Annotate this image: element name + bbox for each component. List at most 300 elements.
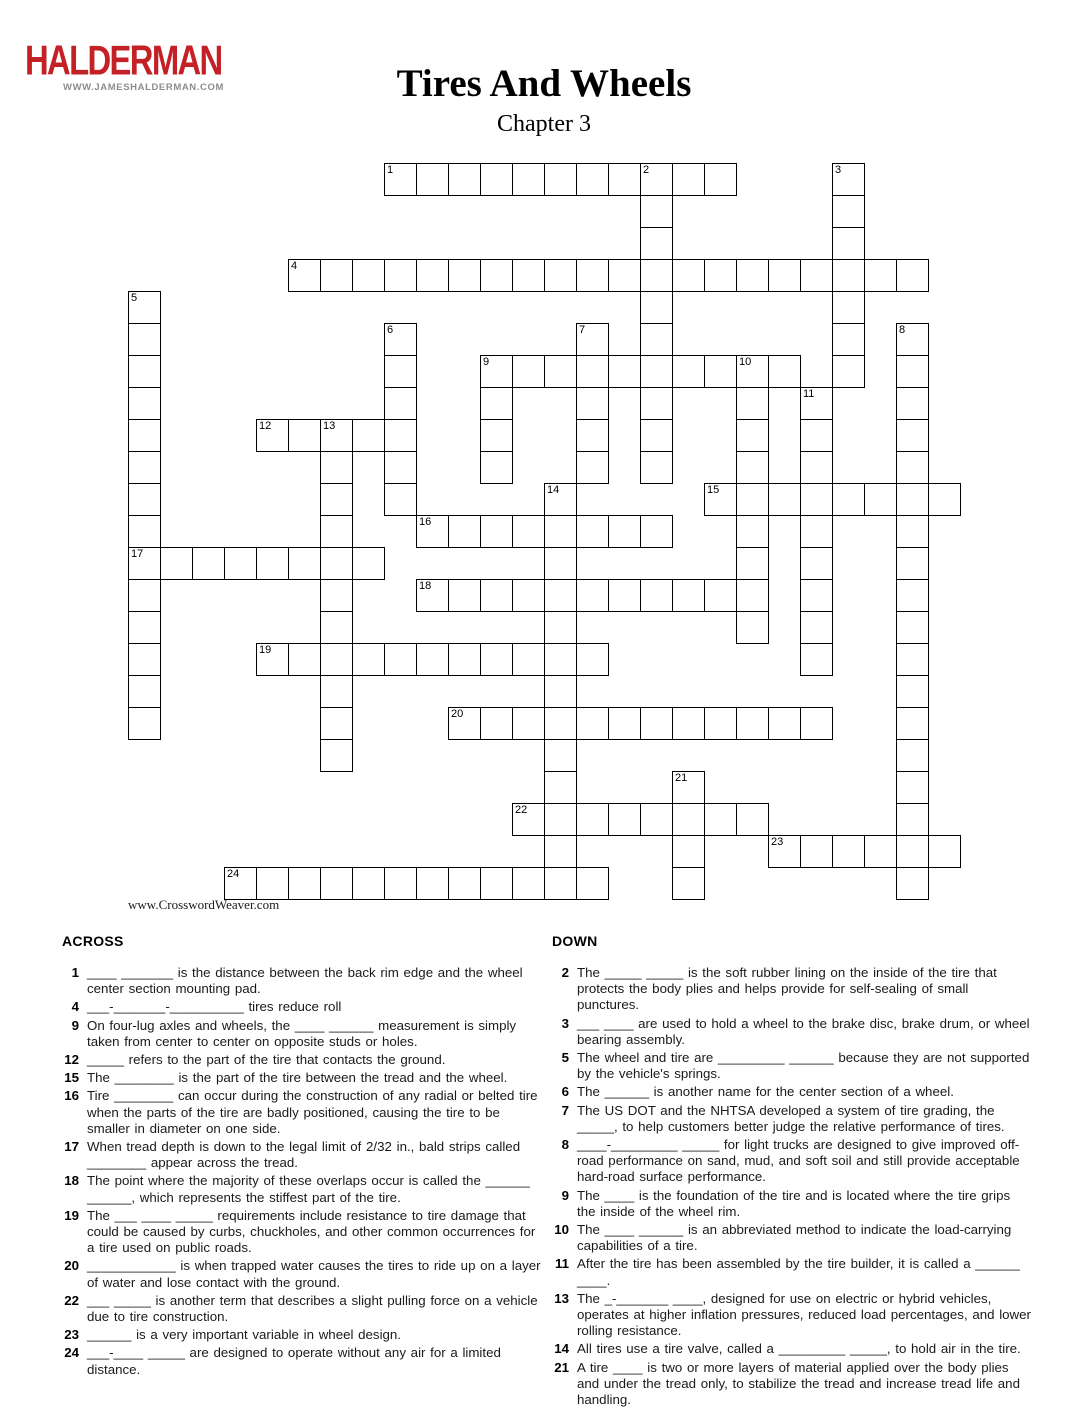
grid-cell [256,547,289,580]
grid-cell [544,515,577,548]
grid-cell [640,451,673,484]
clue-row [552,1103,1032,1135]
grid-cell [416,163,449,196]
grid-cell [608,515,641,548]
grid-cell [480,259,513,292]
grid-cell-number: 17 [131,548,144,560]
grid-cell [864,835,897,868]
grid-cell [384,419,417,452]
grid-cell [320,867,353,900]
grid-cell-number: 8 [899,324,906,336]
grid-cell [384,163,417,196]
grid-cell [480,867,513,900]
grid-cell [544,771,577,804]
grid-cell [800,643,833,676]
grid-cell [320,515,353,548]
grid-cell [704,483,737,516]
clue-row [552,1050,1032,1082]
clue-row [552,1016,1032,1048]
clue-number: 12 [64,1052,79,1068]
grid-cell [128,291,161,324]
grid-cell-number: 18 [419,580,432,592]
grid-cell [128,547,161,580]
grid-cell [608,803,641,836]
grid-cell [320,483,353,516]
grid-cell [480,707,513,740]
grid-cell [128,515,161,548]
grid-cell [768,355,801,388]
credit-link: www.CrosswordWeaver.com [128,897,280,912]
grid-cell [704,355,737,388]
grid-cell [672,867,705,900]
clue-text: Tire ________ can occur during the construction of any radial or belted tire when the parts of the tire are badly positioned, causing the tire to be smaller in diameter on one side. [87,1088,538,1136]
grid-cell-number: 5 [131,292,138,304]
grid-cell [896,323,929,356]
grid-cell [928,835,961,868]
grid-cell-number: 7 [579,324,586,336]
clue-number: 18 [64,1173,79,1189]
grid-cell [832,483,865,516]
grid-cell [480,355,513,388]
grid-cell [800,515,833,548]
grid-cell [576,259,609,292]
grid-cell [480,643,513,676]
grid-cell [736,451,769,484]
grid-cell [352,419,385,452]
grid-cell [544,739,577,772]
clue-row [552,1360,1032,1408]
clue-text: The ____ ______ is an abbreviated method to indicate the load-carrying capabilities of a tire. [577,1222,1012,1254]
grid-cell [288,547,321,580]
grid-cell [320,579,353,612]
grid-cell [864,259,897,292]
clue-row [62,1208,542,1257]
grid-cell-number: 19 [259,644,272,656]
grid-cell [480,163,513,196]
grid-cell-number: 4 [291,260,298,272]
grid-cell [832,163,865,196]
grid-cell [384,451,417,484]
clue-row [62,1088,542,1137]
clue-row [552,1084,1032,1100]
grid-cell [448,867,481,900]
clue-text: ___ ____ are used to hold a wheel to the brake disc, brake drum, or wheel bearing assembly. [577,1015,1030,1047]
grid-cell [512,515,545,548]
clue-text: ____ _______ is the distance between the back rim edge and the wheel center section mounting pad. [87,965,523,997]
grid-cell [896,579,929,612]
grid-cell [576,323,609,356]
grid-cell [160,547,193,580]
grid-cell [320,739,353,772]
grid-cell [576,355,609,388]
clue-text: After the tire has been assembled by the tire builder, it is called a ______ ____. [577,1256,1020,1288]
clue-text: ____-_________ _____ for light trucks are designed to give improved off-road performance on sand, mud, and soft soil and still provide acceptable hard-road surface performance. [577,1137,1020,1185]
clue-text: A tire ____ is two or more layers of material applied over the body plies and under the tread only, to stabilize the tread and increase tread life and handling. [577,1359,1020,1408]
clue-number: 16 [64,1088,79,1104]
clue-row [62,1018,542,1050]
grid-cell [544,547,577,580]
grid-cell [896,451,929,484]
clue-number: 8 [561,1137,569,1153]
grid-cell [320,611,353,644]
grid-cell [736,355,769,388]
grid-cell [800,259,833,292]
grid-cell-number: 10 [739,356,752,368]
grid-cell [832,355,865,388]
grid-cell [928,483,961,516]
clue-number: 4 [71,999,79,1015]
grid-cell [640,259,673,292]
grid-cell [704,259,737,292]
grid-cell [384,867,417,900]
clue-number: 9 [71,1017,79,1033]
grid-cell [640,419,673,452]
grid-cell [224,547,257,580]
clue-row [552,1256,1032,1288]
grid-cell [608,355,641,388]
across-section [62,934,542,1380]
clue-text: The US DOT and the NHTSA developed a system of tire grading, the _____, to help customers better judge the relative performance of tires. [577,1102,1005,1134]
grid-cell [896,707,929,740]
page-title: Tires And Wheels [396,62,692,105]
grid-cell-number: 11 [803,388,815,400]
grid-cell [768,707,801,740]
grid-cell [448,643,481,676]
grid-cell [480,515,513,548]
grid-cell [608,707,641,740]
grid-cell [448,579,481,612]
clue-row [62,1293,542,1325]
down-heading: DOWN [552,933,598,949]
grid-cell-number: 22 [515,804,528,816]
grid-cell [128,387,161,420]
grid-cell [512,707,545,740]
clue-text: The ______ is another name for the center section of a wheel. [577,1084,954,1100]
grid-cell [320,643,353,676]
grid-cell-number: 21 [675,772,688,784]
clue-text: When tread depth is down to the legal limit of 2/32 in., bald strips called ________ appear across the tread. [87,1139,521,1171]
grid-cell [704,579,737,612]
clue-text: The point where the majority of these overlaps occur is called the ______ ______, which represents the stiffest part of the tire. [87,1173,530,1205]
grid-cell [608,259,641,292]
clue-text: The wheel and tire are _________ ______ because they are not supported by the vehicle's springs. [577,1050,1030,1082]
grid-cell [544,483,577,516]
grid-cell [320,547,353,580]
grid-cell-number: 2 [643,164,650,176]
grid-cell [320,419,353,452]
grid-cell [704,803,737,836]
grid-cell [672,835,705,868]
clue-number: 24 [64,1345,79,1361]
grid-cell [128,451,161,484]
clue-row [62,1258,542,1290]
clue-text: The ________ is the part of the tire between the tread and the wheel. [87,1070,508,1086]
clue-text: The _-_______ ____, designed for use on electric or hybrid vehicles, operates at higher inflation pressures, reduced load percentages, and lower rolling resistance. [577,1290,1031,1339]
grid-cell [128,707,161,740]
clue-row [62,1173,542,1205]
grid-cell [896,643,929,676]
clue-text: ____________ is when trapped water causes the tires to ride up on a layer of water and lose contact with the ground. [87,1258,541,1290]
clue-text: _____ refers to the part of the tire that contacts the ground. [87,1052,446,1068]
clue-number: 14 [554,1341,569,1357]
grid-cell [736,547,769,580]
grid-cell [640,579,673,612]
grid-cell [800,451,833,484]
grid-cell [448,515,481,548]
clue-text: ______ is a very important variable in wheel design. [87,1327,402,1343]
clue-text: All tires use a tire valve, called a _________ _____, to hold air in the tire. [577,1341,1021,1357]
grid-cell [128,419,161,452]
grid-cell [512,259,545,292]
clue-number: 7 [561,1102,569,1118]
grid-cell [704,707,737,740]
clue-number: 10 [554,1222,569,1238]
grid-cell-number: 1 [387,164,394,176]
grid-cell [704,163,737,196]
grid-cell [576,803,609,836]
grid-cell [832,259,865,292]
grid-cell [416,579,449,612]
clue-number: 5 [561,1050,569,1066]
grid-cell [544,355,577,388]
grid-cell [832,835,865,868]
grid-cell-number: 9 [483,356,490,368]
clue-number: 17 [64,1139,79,1155]
grid-cell [896,835,929,868]
clue-number: 20 [64,1258,79,1274]
grid-cell-number: 16 [419,516,432,528]
grid-cell [672,707,705,740]
grid-cell [512,579,545,612]
grid-cell-number: 23 [771,836,784,848]
grid-cell [736,419,769,452]
grid-cell-number: 24 [227,868,240,880]
clue-number: 1 [71,965,79,980]
grid-cell [352,867,385,900]
grid-cell [640,355,673,388]
grid-cell [320,707,353,740]
clue-number: 15 [64,1070,79,1086]
grid-cell [544,611,577,644]
clue-row [552,1188,1032,1220]
across-clues [62,965,542,1378]
grid-cell [544,867,577,900]
grid-cell [800,611,833,644]
grid-cell [288,259,321,292]
grid-cell [256,867,289,900]
grid-cell [896,675,929,708]
grid-cell [736,387,769,420]
grid-cell [576,515,609,548]
title-block [0,64,1088,137]
grid-cell [576,643,609,676]
grid-cell [640,195,673,228]
grid-cell [896,803,929,836]
grid-cell [640,803,673,836]
grid-cell [640,515,673,548]
grid-cell [256,643,289,676]
grid-cell-number: 12 [259,420,272,432]
grid-cell [448,259,481,292]
grid-cell [320,451,353,484]
clue-text: The ____ is the foundation of the tire and is located where the tire grips the inside of the wheel rim. [577,1187,1011,1219]
grid-cell [576,451,609,484]
grid-cell [800,387,833,420]
grid-cell [800,835,833,868]
grid-cell [800,579,833,612]
grid-cell [832,227,865,260]
grid-cell [800,419,833,452]
grid-cell [640,227,673,260]
clue-row [62,1327,542,1343]
clue-number: 2 [561,965,569,980]
grid-cell [896,483,929,516]
grid-cell [736,259,769,292]
across-heading: ACROSS [62,933,124,949]
grid-cell [288,643,321,676]
grid-cell [896,259,929,292]
grid-cell [128,355,161,388]
clue-row [62,1345,542,1377]
grid-cell [832,195,865,228]
clue-row [62,999,542,1015]
grid-cell [384,323,417,356]
grid-cell [768,483,801,516]
grid-cell [736,707,769,740]
grid-cell [256,419,289,452]
grid-cell [640,387,673,420]
grid-cell [416,643,449,676]
grid-cell-number: 6 [387,324,394,336]
grid-cell-number: 14 [547,484,560,496]
grid-cell [544,643,577,676]
grid-cell [352,547,385,580]
clue-number: 13 [554,1290,569,1306]
clue-row [62,1052,542,1068]
grid-cell [896,771,929,804]
grid-cell [320,675,353,708]
grid-cell [416,515,449,548]
grid-cell [352,259,385,292]
grid-cell [544,707,577,740]
grid-cell [128,483,161,516]
grid-cell [288,419,321,452]
clue-row [62,1139,542,1171]
grid-cell-number: 13 [323,420,336,432]
grid-cell [448,707,481,740]
grid-cell [384,643,417,676]
grid-cell [896,355,929,388]
grid-cell [416,867,449,900]
grid-cell [576,579,609,612]
grid-cell [576,163,609,196]
clue-row [552,1291,1032,1340]
clue-number: 21 [554,1359,569,1375]
grid-cell [896,739,929,772]
clue-number: 11 [554,1256,569,1272]
clue-number: 3 [561,1015,569,1031]
grid-cell [512,867,545,900]
page-subtitle: Chapter 3 [497,111,591,137]
grid-cell [896,867,929,900]
grid-cell [672,771,705,804]
grid-cell [544,163,577,196]
grid-cell [480,387,513,420]
grid-cell [576,387,609,420]
grid-cell [128,675,161,708]
grid-cell [320,259,353,292]
grid-cell [512,355,545,388]
clue-text: The ___ ____ _____ requirements include resistance to tire damage that could be caused by curbs, chuckholes, and other common occurrences for a tire used on public roads. [87,1207,536,1256]
grid-cell [512,643,545,676]
grid-cell [640,291,673,324]
grid-cell [672,163,705,196]
clue-row [552,1341,1032,1357]
clue-text: ___-____ _____ are designed to operate without any air for a limited distance. [87,1345,501,1377]
grid-cell [832,323,865,356]
grid-cell [128,611,161,644]
grid-cell [224,867,257,900]
grid-cell [800,707,833,740]
grid-cell [768,259,801,292]
grid-cell [384,483,417,516]
grid-cell [448,163,481,196]
clue-row [62,1070,542,1086]
grid-cell [672,259,705,292]
grid-cell [480,579,513,612]
grid-cell [416,259,449,292]
grid-cell [384,355,417,388]
clue-row [62,965,542,997]
clue-number: 6 [561,1084,569,1100]
grid-cell [736,611,769,644]
clue-row [552,1137,1032,1186]
crossword-grid [128,163,962,901]
grid-cell [896,515,929,548]
grid-cell [576,419,609,452]
grid-cell [576,707,609,740]
down-clues [552,965,1032,1408]
grid-cell [384,259,417,292]
grid-cell [736,515,769,548]
grid-cell [896,611,929,644]
grid-cell [672,579,705,612]
grid-cell [896,387,929,420]
clue-number: 22 [64,1292,79,1308]
grid-cell [800,483,833,516]
grid-cell [896,547,929,580]
grid-cell [672,355,705,388]
grid-cell [832,291,865,324]
grid-cell [640,323,673,356]
grid-cell [544,835,577,868]
grid-cell [576,867,609,900]
grid-cell [544,803,577,836]
grid-cell [544,675,577,708]
grid-cell-number: 15 [707,484,720,496]
grid-cell [768,835,801,868]
grid-cell [640,163,673,196]
grid-cell [128,643,161,676]
clue-number: 23 [64,1327,79,1343]
clue-row [552,965,1032,1014]
grid-cell [544,579,577,612]
clue-text: The _____ _____ is the soft rubber lining on the inside of the tire that protects the body plies and helps provide for self-sealing of small punctures. [577,965,997,1013]
grid-cell [128,323,161,356]
grid-cell [800,547,833,580]
clue-text: ___ _____ is another term that describes a slight pulling force on a vehicle due to tire construction. [87,1292,538,1325]
grid-cell [384,387,417,420]
